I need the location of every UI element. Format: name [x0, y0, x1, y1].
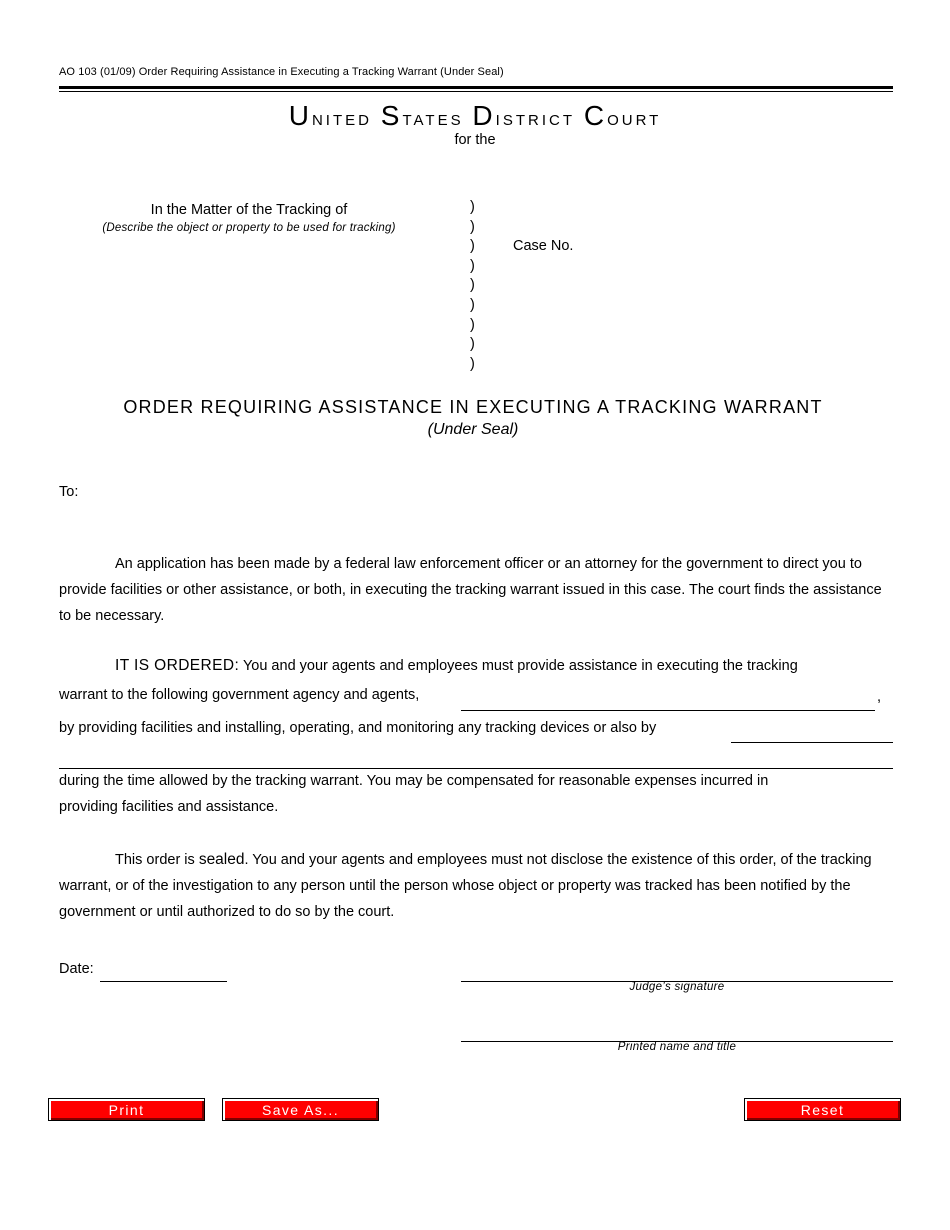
it-is-ordered-label: IT IS ORDERED:	[115, 657, 240, 674]
agency-line-text: warrant to the following government agency and agents,	[59, 687, 420, 703]
matter-label: In the Matter of the Tracking of	[150, 202, 348, 218]
caption-paren: )	[470, 218, 475, 235]
header-rule-thin	[59, 91, 893, 92]
court-title-word-3: istrict	[495, 107, 584, 130]
for-the-label: for the	[454, 132, 496, 148]
during-line-2: providing facilities and assistance.	[59, 799, 279, 815]
to-input[interactable]	[90, 482, 890, 504]
during-line-1: during the time allowed by the tracking warrant. You may be compensated for reasonable expenses incurred in	[59, 773, 769, 789]
ordered-line	[115, 657, 798, 675]
reset-button[interactable]: Reset	[744, 1098, 901, 1121]
sealed-paragraph	[59, 847, 893, 925]
also-by-field[interactable]	[731, 742, 893, 743]
court-title-initial-4: C	[583, 100, 608, 131]
court-title-initial-2: S	[380, 100, 403, 131]
to-label: To:	[59, 484, 79, 500]
court-title-initial-1: U	[288, 100, 312, 131]
also-by-field-continued[interactable]	[59, 768, 893, 769]
caption-paren: )	[470, 238, 475, 255]
case-no-label: Case No.	[513, 238, 574, 254]
caption-parentheses	[470, 198, 482, 374]
caption-paren: )	[470, 277, 475, 294]
order-subheading: (Under Seal)	[427, 421, 519, 438]
court-title	[0, 100, 950, 132]
application-paragraph: An application has been made by a federal law enforcement officer or an attorney for the government to direct you to provide facilities or other assistance, or both, in executing the tracking warrant issued in this case. The court finds the assistance to be necessary.	[59, 556, 882, 624]
header-rule-thick	[59, 86, 893, 89]
sealed-word: sealed	[198, 851, 245, 868]
caption-paren: )	[470, 199, 475, 215]
providing-line-text: by providing facilities and installing, operating, and monitoring any tracking devices or also by	[59, 720, 657, 736]
court-title-initial-3: D	[472, 100, 496, 131]
caption-paren: )	[470, 355, 475, 372]
agency-field[interactable]	[461, 710, 875, 711]
form-identifier: AO 103 (01/09) Order Requiring Assistance in Executing a Tracking Warrant (Under Seal)	[59, 66, 504, 78]
sealed-text: . You and your agents and employees must not disclose the existence of this order, of the tracking warrant, or of the investigation to any person until the person whose object or property was tracked has been notified by the government or until authorized to do so by the court.	[59, 852, 872, 920]
court-title-word-1: nited	[311, 107, 381, 130]
ordered-text: You and your agents and employees must provide assistance in executing the tracking	[239, 658, 798, 674]
case-no-input[interactable]	[580, 236, 890, 258]
printed-name-caption: Printed name and title	[617, 1041, 737, 1053]
court-title-word-2: tates	[402, 107, 473, 130]
caption-paren: )	[470, 296, 475, 313]
save-as-button[interactable]: Save As...	[222, 1098, 379, 1121]
caption-paren: )	[470, 316, 475, 333]
agency-comma: ,	[877, 689, 882, 705]
court-title-word-4: ourt	[607, 107, 662, 130]
order-heading: ORDER REQUIRING ASSISTANCE IN EXECUTING A TRACKING WARRANT	[123, 397, 823, 417]
caption-paren: )	[470, 336, 475, 353]
judge-signature-caption: Judge’s signature	[629, 981, 725, 993]
date-field[interactable]	[100, 981, 227, 982]
caption-paren: )	[470, 257, 475, 274]
sealed-intro: This order is	[115, 852, 199, 868]
print-button[interactable]: Print	[48, 1098, 205, 1121]
matter-input[interactable]	[59, 240, 459, 370]
matter-hint: (Describe the object or property to be used for tracking)	[102, 222, 396, 234]
date-label: Date:	[59, 961, 94, 977]
